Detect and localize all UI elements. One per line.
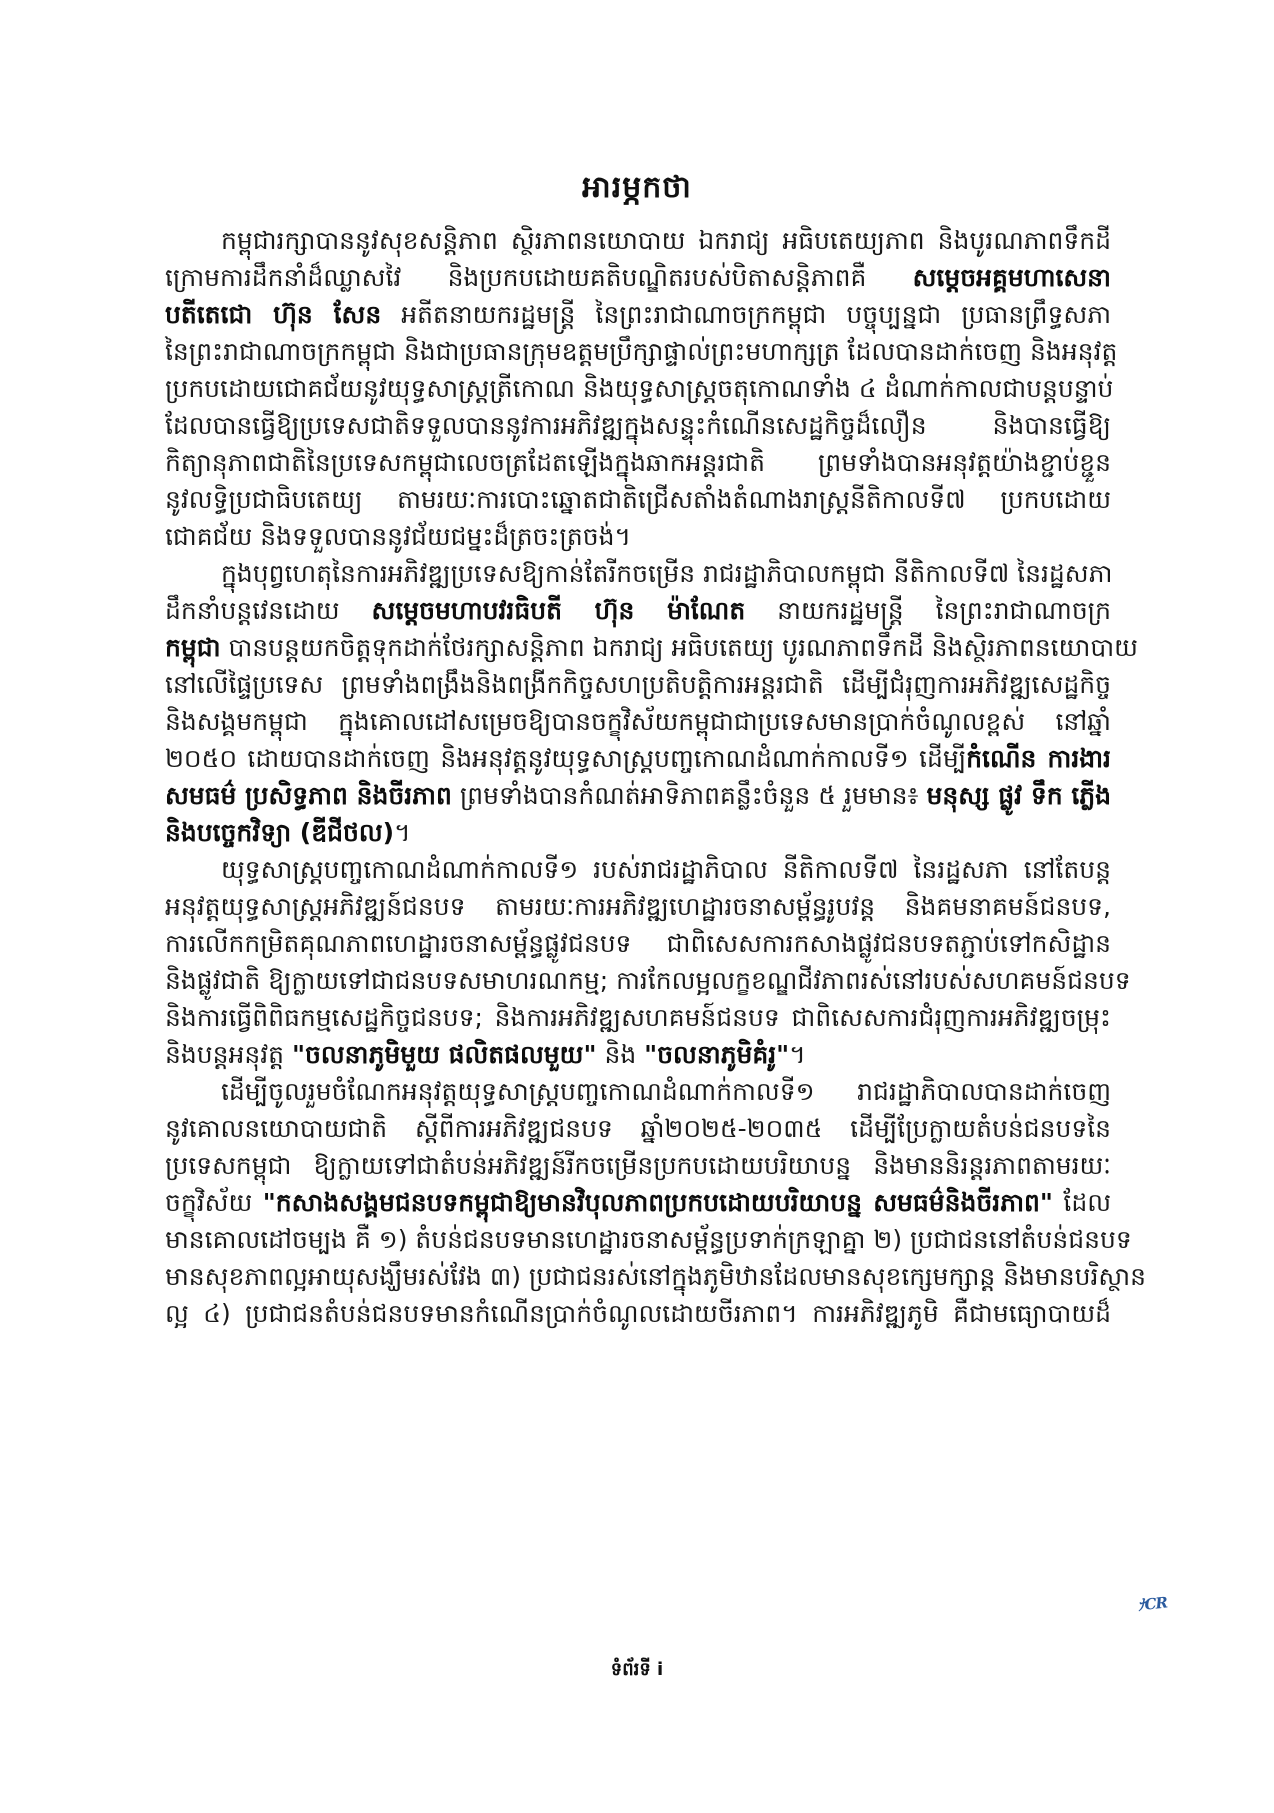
text: អនុវត្តយុទ្ធសាស្ត្រអភិវឌ្ឍន៍ជនបទ តាមរយៈការអភិវឌ្ឍហេដ្ឋារចនាសម្ព័ន្ធរូបវន្ត និងគមនាគមន៍ជនបទ,: [165, 892, 1111, 921]
text: មានគោលដៅចម្បង គឺ ១) តំបន់ជនបទមានហេដ្ឋារចនាសម្ព័ន្ធប្រទាក់ក្រឡាគ្នា ២) ប្រជាជននៅតំបន់ជនបទ: [165, 1225, 1132, 1254]
text: ប្រទេសកម្ពុជា ឱ្យក្លាយទៅជាតំបន់អភិវឌ្ឍន៍រីកចម្រើនប្រកបដោយបរិយាបន្ន និងមាននិរន្តរភាពតាមរយៈ: [165, 1151, 1111, 1180]
text-line: [165, 518, 1111, 555]
text-line: [165, 555, 1111, 592]
text-line: [165, 370, 1114, 407]
text-line: [165, 444, 1111, 481]
text: កិត្យានុភាពជាតិនៃប្រទេសកម្ពុជាលេចត្រដែតឡើងក្នុងឆាកអន្តរជាតិ ព្រមទាំងបានអនុវត្តយ៉ាងខ្ជាប់ខ្ជួន: [165, 448, 1111, 477]
text-line: [165, 259, 1111, 296]
text: យុទ្ធសាស្ត្របញ្ចកោណដំណាក់កាលទី១ របស់រាជរដ្ឋាភិបាល នីតិកាលទី៧ នៃរដ្ឋសភា នៅតែបន្ត: [221, 855, 1111, 884]
text-line: [165, 666, 1111, 703]
text-line: [165, 1184, 1111, 1221]
bold-text: សម្តេចមហាបវរធិបតី ហ៊ុន ម៉ាណែត: [371, 596, 746, 625]
text: នូវលទ្ធិប្រជាធិបតេយ្យ តាមរយៈការបោះឆ្នោតជាតិជ្រើសតាំងតំណាងរាស្ត្រនីតិកាលទី៧ ប្រកបដោយ: [165, 485, 1111, 514]
text: ដើម្បីចូលរួមចំណែកអនុវត្តយុទ្ធសាស្ត្របញ្ចកោណដំណាក់កាលទី១ រាជរដ្ឋាភិបាលបានដាក់ចេញ: [221, 1077, 1111, 1106]
bold-text: កម្ពុជា: [165, 633, 221, 662]
text: ដែល: [1052, 1188, 1111, 1217]
text: នូវគោលនយោបាយជាតិ ស្តីពីការអភិវឌ្ឍជនបទ ឆ្នាំ២០២៥-២០៣៥ ដើម្បីប្រែក្លាយតំបន់ជនបទនៃ: [165, 1114, 1111, 1143]
text-line: [165, 962, 1131, 999]
text-line: [165, 629, 1138, 666]
text-line: [165, 1221, 1132, 1258]
text-line: [165, 1147, 1111, 1184]
bold-text: បតីតេជោ ហ៊ុន សែន: [165, 300, 382, 329]
text: នាយករដ្ឋមន្ត្រី នៃព្រះរាជាណាចក្រ: [745, 596, 1112, 625]
text: មានសុខភាពល្អអាយុសង្ឃឹមរស់វែង ៣) ប្រជាជនរស់នៅក្នុងភូមិឋានដែលមានសុខក្សេមក្សាន្ត និងមានបរិស្ថាន: [165, 1262, 1146, 1291]
text-line: [165, 1073, 1111, 1110]
text: និងសង្គមកម្ពុជា ក្នុងគោលដៅសម្រេចឱ្យបានចក្ខុវិស័យកម្ពុជាជាប្រទេសមានប្រាក់ចំណូលខ្ពស់ នៅឆ្នាំ: [165, 707, 1111, 736]
bold-text: "កសាងសង្គមជនបទកម្ពុជាឱ្យមានវិបុលភាពប្រកបដោយបរិយាបន្ន សមធម៌និងចីរភាព": [262, 1188, 1053, 1217]
text: ក្នុងបុព្វហេតុនៃការអភិវឌ្ឍប្រទេសឱ្យកាន់តែរីកចម្រើន រាជរដ្ឋាភិបាលកម្ពុជា នីតិកាលទី៧ នៃរដ្ឋសភា: [221, 559, 1113, 588]
text-line: [165, 333, 1118, 370]
page-title: អារម្ភកថា: [582, 170, 692, 205]
bold-text: សមធម៌ ប្រសិទ្ធភាព និងចីរភាព: [165, 781, 452, 810]
body-text: [165, 222, 1146, 1332]
text: ។: [789, 1040, 806, 1069]
text: និងការធ្វើពិពិធកម្មសេដ្ឋកិច្ចជនបទ; និងការអភិវឌ្ឍសហគមន៍ជនបទ ជាពិសេសការជំរុញការអភិវឌ្ឍចម្រុះ: [165, 1003, 1111, 1032]
page-number: ទំព័រទី i: [610, 1659, 664, 1680]
text: នៃព្រះរាជាណាចក្រកម្ពុជា និងជាប្រធានក្រុមឧត្តមប្រឹក្សាផ្ទាល់ព្រះមហាក្សត្រ ដែលបានដាក់ចេញ និងអនុវត្ត: [165, 337, 1118, 366]
text: ជោគជ័យ និងទទួលបាននូវជ័យជម្នះដ៏ត្រចះត្រចង់។: [165, 522, 631, 551]
text: ។: [394, 818, 411, 847]
bold-text: សម្តេចអគ្គមហាសេនា: [912, 263, 1111, 292]
text: ព្រមទាំងបានកំណត់អាទិភាពគន្លឹះចំនួន ៥ រួមមាន៖: [451, 781, 927, 810]
text: បានបន្តយកចិត្តទុកដាក់ថែរក្សាសន្តិភាព ឯករាជ្យ អធិបតេយ្យ បូរណភាពទឹកដី និងស្ថិរភាពនយោបាយ: [220, 633, 1138, 662]
text-line: [165, 407, 1111, 444]
bold-text: "ចលនាភូមិគំរូ": [644, 1040, 790, 1069]
text-line: [165, 1295, 1111, 1332]
text: ដែលបានធ្វើឱ្យប្រទេសជាតិទទួលបាននូវការអភិវឌ្ឍក្នុងសន្ទុះកំណើនសេដ្ឋកិច្ចដ៏លឿន និងបានធ្វើឱ្យ: [165, 411, 1111, 440]
text-line: [165, 1036, 1111, 1073]
handwritten-initials: ﾅCR: [1137, 1593, 1168, 1615]
text: នៅលើផ្ទៃប្រទេស ព្រមទាំងពង្រឹងនិងពង្រីកកិច្ចសហប្រតិបត្តិការអន្តរជាតិ ដើម្បីជំរុញការអភិវឌ្ឍសេដ្ឋកិច្ច: [165, 670, 1111, 699]
paragraph: [165, 222, 1118, 555]
text-line: [165, 814, 1111, 851]
text-line: [165, 296, 1111, 333]
text-line: [165, 740, 1111, 777]
text: និងផ្លូវជាតិ ឱ្យក្លាយទៅជាជនបទសមាហរណកម្ម; ការកែលម្អលក្ខខណ្ឌជីវភាពរស់នៅរបស់សហគមន៍ជនបទ: [165, 966, 1131, 995]
text: និង: [596, 1040, 645, 1069]
text: ចក្ខុវិស័យ: [165, 1188, 263, 1217]
bold-text: "ចលនាភូមិមួយ ផលិតផលមួយ": [291, 1040, 597, 1069]
text: ល្អ ៤) ប្រជាជនតំបន់ជនបទមានកំណើនប្រាក់ចំណូលដោយចីរភាព។ ការអភិវឌ្ឍភូមិ គឺជាមធ្យោបាយដ៏: [165, 1299, 1111, 1328]
bold-text: កំណើន ការងារ: [966, 744, 1111, 773]
text-line: [165, 777, 1111, 814]
bold-text: មនុស្ស ផ្លូវ ទឹក ភ្លើង: [926, 781, 1111, 810]
text-line: [165, 592, 1111, 629]
bold-text: និងបច្ចេកវិទ្យា (ឌីជីថល): [165, 818, 395, 847]
paragraph: [165, 851, 1131, 1073]
text: និងបន្តអនុវត្ត: [165, 1040, 292, 1069]
text-line: [165, 1110, 1111, 1147]
text-line: [165, 888, 1111, 925]
paragraph: [165, 1073, 1146, 1332]
text-line: [165, 703, 1111, 740]
text: ២០៥០ ដោយបានដាក់ចេញ និងអនុវត្តនូវយុទ្ធសាស្ត្របញ្ចកោណដំណាក់កាលទី១ ដើម្បី: [165, 744, 967, 773]
text-line: [165, 481, 1111, 518]
text: ដឹកនាំបន្តវេនដោយ: [165, 596, 372, 625]
paragraph: [165, 555, 1138, 851]
text: កម្ពុជារក្សាបាននូវសុខសន្តិភាព ស្ថិរភាពនយោបាយ ឯករាជ្យ អធិបតេយ្យភាព និងបូរណភាពទឹកដី: [221, 226, 1111, 255]
text: ការលើកកម្រិតគុណភាពហេដ្ឋារចនាសម្ព័ន្ធផ្លូវជនបទ ជាពិសេសការកសាងផ្លូវជនបទតភ្ជាប់ទៅកសិដ្ឋាន: [165, 929, 1111, 958]
text: ប្រកបដោយជោគជ័យនូវយុទ្ធសាស្ត្រត្រីកោណ និងយុទ្ធសាស្ត្រចតុកោណទាំង ៤ ដំណាក់កាលជាបន្តបន្ទាប់: [165, 374, 1114, 403]
text: ក្រោមការដឹកនាំដ៏ឈ្លាសវៃ និងប្រកបដោយគតិបណ្ឌិតរបស់បិតាសន្តិភាពគឺ: [165, 263, 913, 292]
text: អតីតនាយករដ្ឋមន្ត្រី នៃព្រះរាជាណាចក្រកម្ពុជា បច្ចុប្បន្នជា ប្រធានព្រឹទ្ធសភា: [381, 300, 1111, 329]
text-line: [165, 1258, 1146, 1295]
text-line: [165, 999, 1111, 1036]
text-line: [165, 851, 1111, 888]
text-line: [165, 925, 1111, 962]
text-line: [165, 222, 1111, 259]
